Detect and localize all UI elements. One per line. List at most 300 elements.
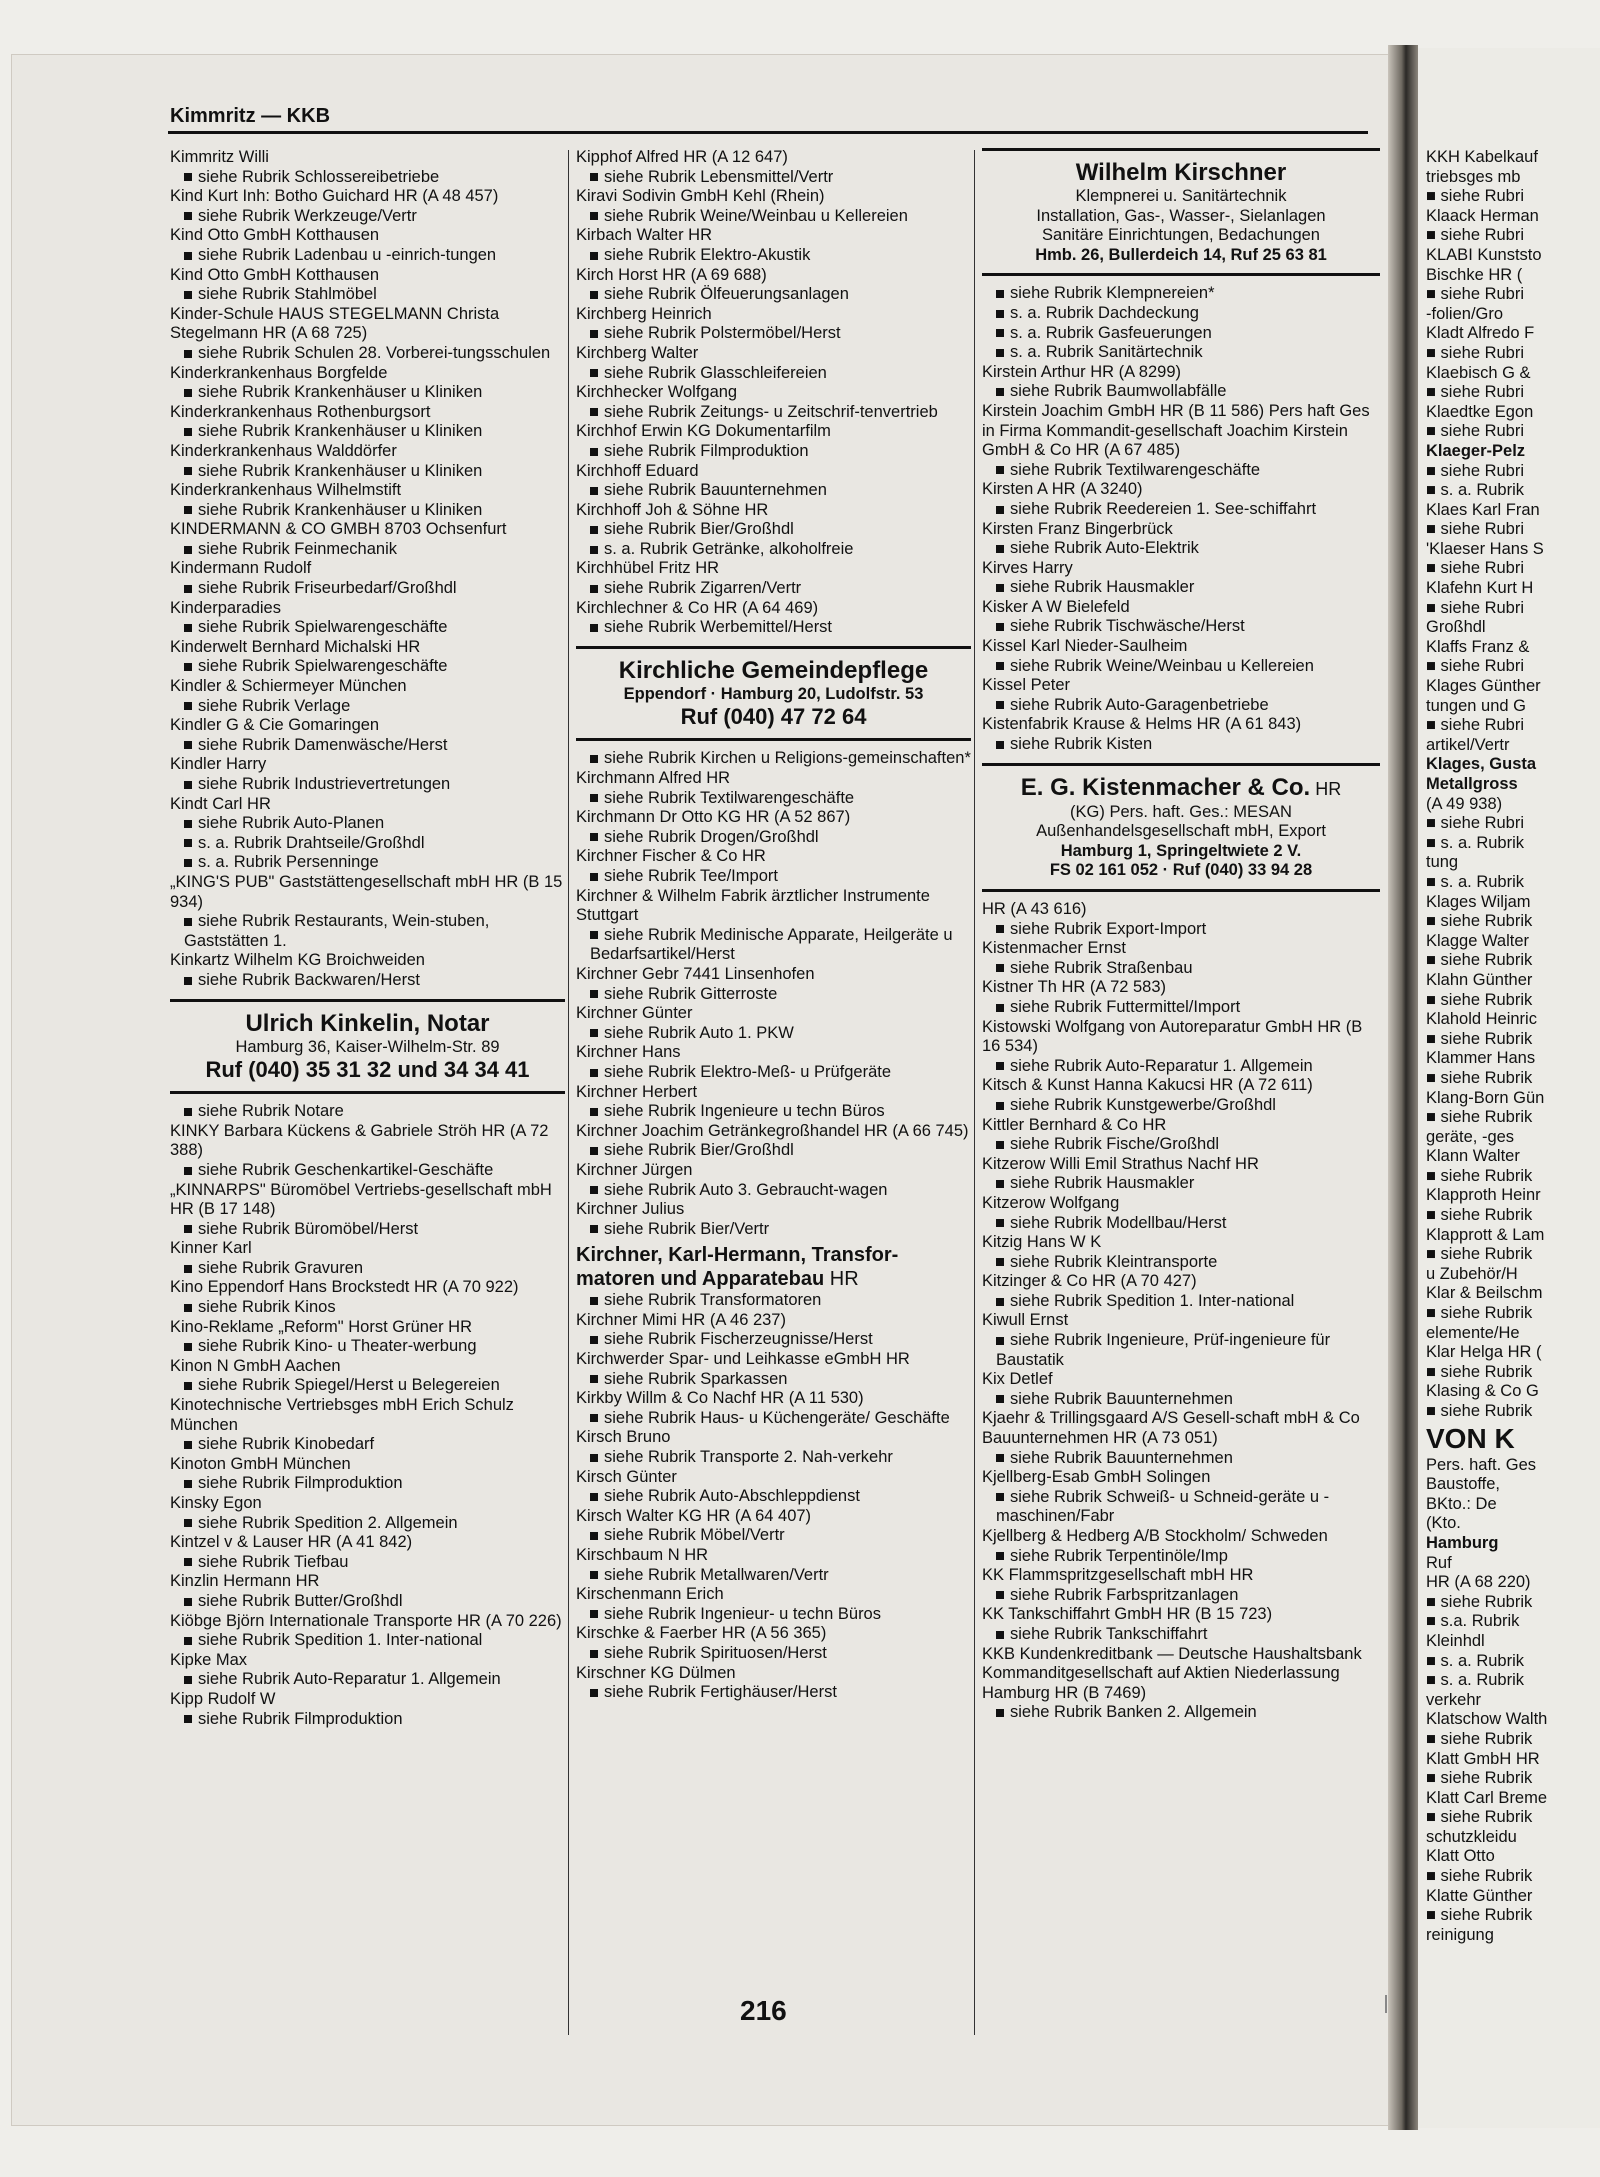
cut-off-line: Klaack Herman (1426, 206, 1539, 225)
entry-name: Kinderkrankenhaus Wilhelmstift (170, 481, 402, 500)
list-item (170, 481, 565, 520)
entry-reference (170, 501, 565, 521)
entry-reference (170, 207, 565, 227)
bullet-icon (996, 388, 1004, 396)
entry-name: Kindt Carl HR (170, 794, 271, 813)
entry-name: Kistenmacher Ernst (982, 939, 1126, 958)
ad-box-kistenmacher (982, 763, 1380, 892)
cut-off-line: artikel/Vertr (1426, 735, 1510, 754)
entry-reference (576, 324, 971, 344)
running-head: Kimmritz — KKB (170, 105, 331, 127)
bullet-icon (590, 990, 598, 998)
ad-title: Kirchliche Gemeindepflege (618, 656, 929, 684)
reference-text: siehe Rubrik Ingenieur- u techn Büros (604, 1604, 881, 1623)
column-divider (568, 150, 569, 2035)
bullet-icon (996, 623, 1004, 631)
reference-text: siehe Rubrik Feinmechanik (198, 539, 398, 558)
bullet-icon (996, 1395, 1004, 1403)
reference-text: siehe Rubrik Futtermittel/Import (1010, 997, 1241, 1016)
entry-name: Kjaehr & Trillingsgaard A/S Gesell-schaft mbH & Co Bauunternehmen HR (A 73 051) (982, 1409, 1360, 1448)
entry-reference (170, 1474, 565, 1494)
cut-off-line: ■ siehe Rubrik (1426, 912, 1533, 931)
entry-reference (982, 324, 1380, 344)
entry-name: KK Flammspritzgesellschaft mbH HR (982, 1566, 1254, 1585)
entry-name: Kiwull Ernst (982, 1311, 1069, 1330)
entry-name: Kind Otto GmbH Kotthausen (170, 226, 380, 245)
cut-off-line: Klafehn Kurt H (1426, 579, 1534, 598)
bullet-icon (590, 330, 598, 338)
cut-off-line: geräte, -ges (1426, 1127, 1515, 1146)
list-item (170, 226, 565, 265)
cut-off-line: ■ siehe Rubri (1426, 187, 1525, 206)
cut-off-line: ■ siehe Rubrik (1426, 1808, 1533, 1827)
reference-text: s. a. Rubrik Sanitärtechnik (1010, 343, 1203, 362)
entry-list (576, 749, 971, 1239)
cut-off-line: ■ siehe Rubrik (1426, 1245, 1533, 1264)
entry-reference (576, 540, 971, 560)
reference-text: siehe Rubrik Zigarren/Vertr (604, 579, 802, 598)
entry-reference (170, 285, 565, 305)
entry-name: Kirschke & Faerber HR (A 56 365) (576, 1624, 827, 1643)
entry-name: Kinon N GmbH Aachen (170, 1356, 341, 1375)
entry-name: Kinderwelt Bernhard Michalski HR (170, 637, 421, 656)
entry-reference (982, 1390, 1380, 1410)
entry-reference (576, 1024, 971, 1044)
entry-reference (170, 344, 565, 364)
list-item (170, 520, 565, 559)
bullet-icon (590, 1069, 598, 1077)
cut-off-line: KLABI Kunststo (1426, 245, 1542, 264)
cut-off-line: ■ siehe Rubri (1426, 657, 1525, 676)
entry-name: Kjellberg-Esab GmbH Solingen (982, 1468, 1211, 1487)
list-item (576, 1507, 971, 1546)
list-item (170, 403, 565, 442)
entry-name: Kirkby Willm & Co Nachf HR (A 11 530) (576, 1389, 864, 1408)
column-divider (974, 150, 975, 2035)
entry-name: Kirchner Fischer & Co HR (576, 847, 766, 866)
reference-text: siehe Rubrik Butter/Großhdl (198, 1591, 403, 1610)
entry-reference (170, 1102, 565, 1122)
cut-off-line: Klaeger-Pelz (1426, 441, 1526, 460)
entry-name: Kirstein Arthur HR (A 8299) (982, 362, 1181, 381)
reference-text: siehe Rubrik Schulen 28. Vorberei-tungsschulen (198, 343, 551, 362)
reference-text: siehe Rubrik Geschenkartikel-Geschäfte (198, 1160, 494, 1179)
list-item (576, 1624, 971, 1663)
bullet-icon (184, 1598, 192, 1606)
entry-name: Kimmritz Willi (170, 148, 269, 166)
entry-reference (170, 422, 565, 442)
cut-off-line: Klaffs Franz & (1426, 637, 1530, 656)
reference-text: siehe Rubrik Kisten (1010, 735, 1153, 754)
list-item (982, 402, 1380, 480)
entry-name: Kirchner Herbert (576, 1082, 698, 1101)
entry-name: Kitzerow Willi Emil Strathus Nachf HR (982, 1154, 1259, 1173)
reference-text: siehe Rubrik Ingenieure u techn Büros (604, 1102, 885, 1121)
ad-title: Ulrich Kinkelin, Notar (245, 1009, 490, 1037)
entry-reference (982, 998, 1380, 1018)
entry-name: Kirchwerder Spar- und Leihkasse eGmbH HR (576, 1350, 910, 1369)
entry-name: Kirchner Hans (576, 1043, 681, 1062)
entry-reference (170, 540, 565, 560)
entry-name: Kinner Karl (170, 1239, 252, 1258)
entry-reference (576, 789, 971, 809)
entry-name: KINKY Barbara Kückens & Gabriele Ströh HR (A 72 388) (170, 1121, 549, 1160)
entry-name: Kirchmann Alfred HR (576, 769, 731, 788)
list-item (576, 1122, 971, 1161)
list-item (982, 1605, 1380, 1644)
entry-reference (170, 814, 565, 834)
reference-text: siehe Rubrik Werbemittel/Herst (604, 618, 833, 637)
bullet-icon (184, 291, 192, 299)
entry-reference (576, 1102, 971, 1122)
cut-off-line: Klar Helga HR ( (1426, 1343, 1542, 1362)
entry-name: Kittler Bernhard & Co HR (982, 1115, 1167, 1134)
list-item (170, 1102, 565, 1122)
cut-off-line: Pers. haft. Ges (1426, 1455, 1537, 1474)
reference-text: siehe Rubrik Hausmakler (1010, 578, 1195, 597)
reference-text: siehe Rubrik Drogen/Großhdl (604, 827, 819, 846)
entry-reference (170, 383, 565, 403)
entry-name-bold: Kirchner, Karl-Hermann, Transfor-matoren und Apparatebau HR (576, 1244, 899, 1291)
reference-text: siehe Rubrik Auto-Reparatur 1. Allgemein (1010, 1056, 1313, 1075)
reference-text: siehe Rubrik Glasschleifereien (604, 363, 827, 382)
entry-reference (576, 442, 971, 462)
list-item (982, 1527, 1380, 1566)
bullet-icon (590, 1571, 598, 1579)
list-item (576, 559, 971, 598)
bullet-icon (184, 1304, 192, 1312)
cut-off-line: Klahold Heinric (1426, 1010, 1537, 1029)
list-item (170, 1572, 565, 1611)
entry-name: Kiöbge Björn Internationale Transporte HR (A 70 226) (170, 1611, 562, 1630)
bullet-icon (590, 1454, 598, 1462)
entry-name: Kirschbaum N HR (576, 1546, 709, 1564)
cut-off-line: reinigung (1426, 1925, 1494, 1944)
bullet-icon (590, 585, 598, 593)
entry-name: Kirsch Günter (576, 1467, 677, 1486)
reference-text: siehe Rubrik Notare (198, 1102, 344, 1121)
entry-list (170, 1102, 565, 1729)
list-item (170, 1278, 565, 1317)
entry-reference: siehe Rubrik Transformatoren (576, 1291, 971, 1311)
entry-reference (170, 1514, 565, 1534)
cut-off-line: Klar & Beilschm (1426, 1284, 1543, 1303)
list-item (982, 1018, 1380, 1077)
reference-text: siehe Rubrik Krankenhäuser u Kliniken (198, 422, 483, 441)
entry-reference (982, 578, 1380, 598)
list-item (576, 501, 971, 560)
entry-reference (576, 1181, 971, 1201)
cut-off-line: ■ siehe Rubrik (1426, 951, 1533, 970)
list-item (576, 769, 971, 808)
entry-reference (982, 1292, 1380, 1312)
entry-reference (576, 749, 971, 769)
cut-off-line: Klaedtke Egon (1426, 402, 1534, 421)
cut-off-line: ■ siehe Rubri (1426, 716, 1525, 735)
reference-text: siehe Rubrik Export-Import (1010, 919, 1207, 938)
reference-text: siehe Rubrik Zeitungs- u Zeitschrif-tenvertrieb (604, 402, 938, 421)
entry-reference (982, 1488, 1380, 1527)
reference-text: siehe Rubrik Bier/Vertr (604, 1219, 770, 1238)
list-item (982, 900, 1380, 939)
cut-off-line: Klatschow Walth (1426, 1710, 1548, 1729)
entry-name: Kinsky Egon (170, 1494, 262, 1512)
entry-reference (170, 1337, 565, 1357)
entry-reference (170, 1376, 565, 1396)
page-number: 216 (740, 1995, 787, 2026)
reference-text: siehe Rubrik Medinische Apparate, Heilgeräte u Bedarfsartikel/Herst (590, 925, 953, 964)
list-item (576, 462, 971, 501)
cut-off-line: ■ siehe Rubri (1426, 814, 1525, 833)
entry-reference (170, 1220, 565, 1240)
bullet-icon (590, 1108, 598, 1116)
entry-name: Kirsch Walter KG HR (A 64 407) (576, 1506, 812, 1525)
entry-name: Kitsch & Kunst Hanna Kakucsi HR (A 72 611) (982, 1076, 1313, 1095)
reference-text: siehe Rubrik Krankenhäuser u Kliniken (198, 500, 483, 519)
cut-off-line: ■ siehe Rubrik (1426, 1166, 1533, 1185)
cut-off-line: ■ siehe Rubrik (1426, 1906, 1533, 1925)
bullet-icon (590, 1650, 598, 1658)
reference-text: siehe Rubrik Tee/Import (604, 867, 778, 885)
reference-text: s. a. Rubrik Dachdeckung (1010, 303, 1199, 322)
reference-text: siehe Rubrik Restaurants, Wein-stuben, Gaststätten 1. (184, 912, 490, 950)
cut-off-line: ■ siehe Rubri (1426, 520, 1525, 539)
entry-name: Kinzlin Hermann HR (170, 1572, 320, 1591)
column-3 (982, 148, 1380, 1723)
bullet-icon (590, 1532, 598, 1540)
entry-name: Kirchhof Erwin KG Dokumentarfilm (576, 422, 831, 441)
reference-text: siehe Rubrik Auto 3. Gebraucht-wagen (604, 1180, 888, 1199)
entry-name: Kino Eppendorf Hans Brockstedt HR (A 70 922) (170, 1278, 519, 1297)
cut-off-line: ■ s. a. Rubrik (1426, 833, 1524, 852)
reference-text: siehe Rubrik Auto-Garagenbetriebe (1010, 695, 1269, 714)
entry-name: Kinder-Schule HAUS STEGELMANN Christa Stegelmann HR (A 68 725) (170, 304, 500, 343)
reference-text: siehe Rubrik Verlage (198, 696, 351, 715)
cut-off-line: triebsges mb (1426, 167, 1521, 186)
bullet-icon (996, 1141, 1004, 1149)
entry-reference (576, 168, 971, 188)
bullet-icon (996, 1219, 1004, 1227)
cut-off-line: verkehr (1426, 1690, 1482, 1709)
entry-reference (982, 959, 1380, 979)
column-4 (1426, 148, 1600, 1945)
column-2 (576, 148, 971, 1703)
bullet-icon (590, 1689, 598, 1697)
cut-off-line: Klages Günther (1426, 677, 1541, 696)
reference-text: siehe Rubrik Spirituosen/Herst (604, 1643, 827, 1662)
entry-reference (576, 481, 971, 501)
entry-name: Kinoton GmbH München (170, 1454, 351, 1473)
reference-text: siehe Rubrik Filmproduktion (604, 441, 809, 460)
entry-name: Kirbach Walter HR (576, 226, 713, 245)
entry-name: „KING'S PUB" Gaststättengesellschaft mbH HR (B 15 934) (170, 872, 563, 911)
cut-off-line: ■ siehe Rubri (1426, 383, 1525, 402)
bullet-icon (996, 1552, 1004, 1560)
list-item (576, 1546, 971, 1585)
bullet-icon (996, 584, 1004, 592)
bullet-icon (184, 1225, 192, 1233)
ad-line: Klempnerei u. Sanitärtechnik (1075, 187, 1287, 205)
bullet-icon (184, 350, 192, 358)
entry-name: HR (A 43 616) (982, 900, 1087, 918)
list-item (576, 1428, 971, 1467)
list-item (170, 1533, 565, 1572)
cut-off-line: Hamburg (1426, 1533, 1499, 1552)
list-item (982, 1311, 1380, 1370)
reference-text: siehe Rubrik Elektro-Meß- u Prüfgeräte (604, 1062, 892, 1081)
ad-line: Installation, Gas-, Wasser-, Sielanlagen (1036, 206, 1326, 225)
entry-list (982, 284, 1380, 754)
entry-reference (170, 736, 565, 756)
bullet-icon (996, 1102, 1004, 1110)
reference-text: siehe Rubrik Kino- u Theater-werbung (198, 1337, 477, 1356)
entry-reference (982, 657, 1380, 677)
cut-off-line: Klatt Otto (1426, 1847, 1495, 1866)
list-item (576, 1200, 971, 1239)
cut-off-line: ■ s. a. Rubrik (1426, 1671, 1524, 1690)
entry-reference (170, 1298, 565, 1318)
entry-reference (576, 1526, 971, 1546)
entry-reference (170, 912, 565, 951)
ad-box-kinkelin (170, 999, 565, 1095)
entry-name: Kindler & Schiermeyer München (170, 677, 407, 696)
entry-name: Kistenfabrik Krause & Helms HR (A 61 843) (982, 715, 1302, 734)
list-item (576, 1311, 971, 1350)
list-item (576, 965, 971, 1004)
entry-reference (982, 1331, 1380, 1370)
reference-text: siehe Rubrik Bier/Großhdl (604, 1141, 794, 1160)
ad-address: Hmb. 26, Bullerdeich 14, Ruf 25 63 81 (1035, 245, 1327, 264)
bullet-icon (996, 310, 1004, 318)
entry-name: Kisker A W Bielefeld (982, 597, 1130, 616)
ad-phone: Ruf (040) 47 72 64 (680, 704, 867, 730)
bullet-icon (184, 977, 192, 985)
bullet-icon (184, 212, 192, 220)
entry-reference (576, 285, 971, 305)
list-item (982, 637, 1380, 676)
entry-reference (982, 1449, 1380, 1469)
cut-off-line: 'Klaeser Hans S (1426, 539, 1544, 558)
list-item (170, 364, 565, 403)
entry-reference (576, 1063, 971, 1083)
entry-name: Kipke Max (170, 1650, 248, 1669)
reference-text: siehe Rubrik Friseurbedarf/Großhdl (198, 579, 457, 598)
reference-text: siehe Rubrik Modellbau/Herst (1010, 1213, 1227, 1232)
list-item (982, 1468, 1380, 1527)
list-item (576, 383, 971, 422)
list-item (982, 1272, 1380, 1311)
reference-text: s. a. Rubrik Gasfeuerungen (1010, 323, 1212, 342)
entry-reference (576, 867, 971, 887)
cut-off-line: Klatt Carl Breme (1426, 1788, 1548, 1807)
adjacent-page (1418, 48, 1600, 2128)
reference-text: siehe Rubrik Textilwarengeschäfte (1010, 460, 1261, 479)
reference-text: siehe Rubrik Damenwäsche/Herst (198, 735, 448, 754)
bullet-icon (996, 964, 1004, 972)
bullet-icon (996, 1631, 1004, 1639)
list-item (170, 187, 565, 226)
reference-text: siehe Rubrik Fertighäuser/Herst (604, 1683, 837, 1702)
entry-name: Kirchhoff Eduard (576, 461, 699, 480)
reference-text: siehe Rubrik Backwaren/Herst (198, 970, 420, 989)
entry-name: Kirsten A HR (A 3240) (982, 480, 1143, 499)
entry-reference (170, 697, 565, 717)
reference-text: siehe Rubrik Spielwarengeschäfte (198, 618, 448, 637)
entry-reference (576, 1605, 971, 1625)
entry-name: Kirsch Bruno (576, 1428, 671, 1447)
entry-name: Kiravi Sodivin GmbH Kehl (Rhein) (576, 187, 825, 206)
reference-text: siehe Rubrik Kleintransporte (1010, 1252, 1218, 1271)
cut-off-line: Klapprott & Lam (1426, 1225, 1545, 1244)
bullet-icon (996, 545, 1004, 553)
reference-text: siehe Rubrik Reedereien 1. See-schiffahrt (1010, 499, 1317, 518)
bullet-icon (184, 506, 192, 514)
bullet-icon (184, 428, 192, 436)
cut-off-line: ■ siehe Rubri (1426, 285, 1525, 304)
list-item (576, 305, 971, 344)
cut-off-line: Klagge Walter (1426, 931, 1530, 950)
reference-text: siehe Rubrik Krankenhäuser u Kliniken (198, 383, 483, 402)
entry-name: Kitzig Hans W K (982, 1233, 1102, 1252)
entry-name: Kissel Peter (982, 676, 1071, 695)
entry-reference (170, 1631, 565, 1651)
ad-address: Hamburg 1, Springeltwiete 2 V. (1060, 841, 1302, 860)
list-item (982, 480, 1380, 519)
reference-text: siehe Rubrik Tiefbau (198, 1552, 349, 1571)
list-item (170, 1396, 565, 1455)
bullet-icon (590, 408, 598, 416)
list-item (576, 1664, 971, 1703)
cut-off-line: Klann Walter (1426, 1147, 1520, 1166)
reference-text: siehe Rubrik Haus- u Küchengeräte/ Geschäfte (604, 1408, 950, 1427)
reference-text: siehe Rubrik Ingenieure, Prüf-ingenieure für Baustatik (996, 1331, 1331, 1369)
entry-name: Kistner Th HR (A 72 583) (982, 978, 1167, 997)
cut-off-line: Baustoffe, (1426, 1475, 1501, 1494)
bullet-icon (590, 1029, 598, 1037)
reference-text: siehe Rubrik Auto-Abschleppdienst (604, 1487, 860, 1506)
reference-text: siehe Rubrik Bier/Großhdl (604, 520, 794, 539)
reference-text: siehe Rubrik Spedition 1. Inter-national (198, 1631, 483, 1650)
cut-off-line: ■ siehe Rubri (1426, 559, 1525, 578)
bullet-icon (184, 1382, 192, 1390)
list-item (576, 1161, 971, 1200)
reference-text: siehe Rubrik Polstermöbel/Herst (604, 324, 841, 343)
entry-name: Kirchhübel Fritz HR (576, 559, 720, 578)
entry-reference (982, 343, 1380, 363)
bullet-icon (590, 931, 598, 939)
cut-off-line: Klasing & Co G (1426, 1382, 1539, 1401)
entry-reference (576, 618, 971, 638)
entry-reference (170, 462, 565, 482)
entry-name: Kirchhoff Joh & Söhne HR (576, 500, 769, 519)
entry-reference (576, 1330, 971, 1350)
entry-list (576, 1311, 971, 1703)
cut-off-line: Klang-Born Gün (1426, 1088, 1545, 1107)
bullet-icon (184, 781, 192, 789)
list-item (170, 148, 565, 187)
entry-reference (170, 168, 565, 188)
cut-off-line: Bischke HR ( (1426, 265, 1523, 284)
list-item (982, 520, 1380, 559)
entry-reference (170, 246, 565, 266)
reference-text: siehe Rubrik Baumwollabfälle (1010, 382, 1227, 401)
ad-phone: FS 02 161 052 · Ruf (040) 33 94 28 (1049, 861, 1313, 880)
list-item (576, 1389, 971, 1428)
cut-off-line: Klapproth Heinr (1426, 1186, 1541, 1205)
bullet-icon (590, 526, 598, 534)
entry-reference (982, 500, 1380, 520)
entry-reference (576, 1566, 971, 1586)
